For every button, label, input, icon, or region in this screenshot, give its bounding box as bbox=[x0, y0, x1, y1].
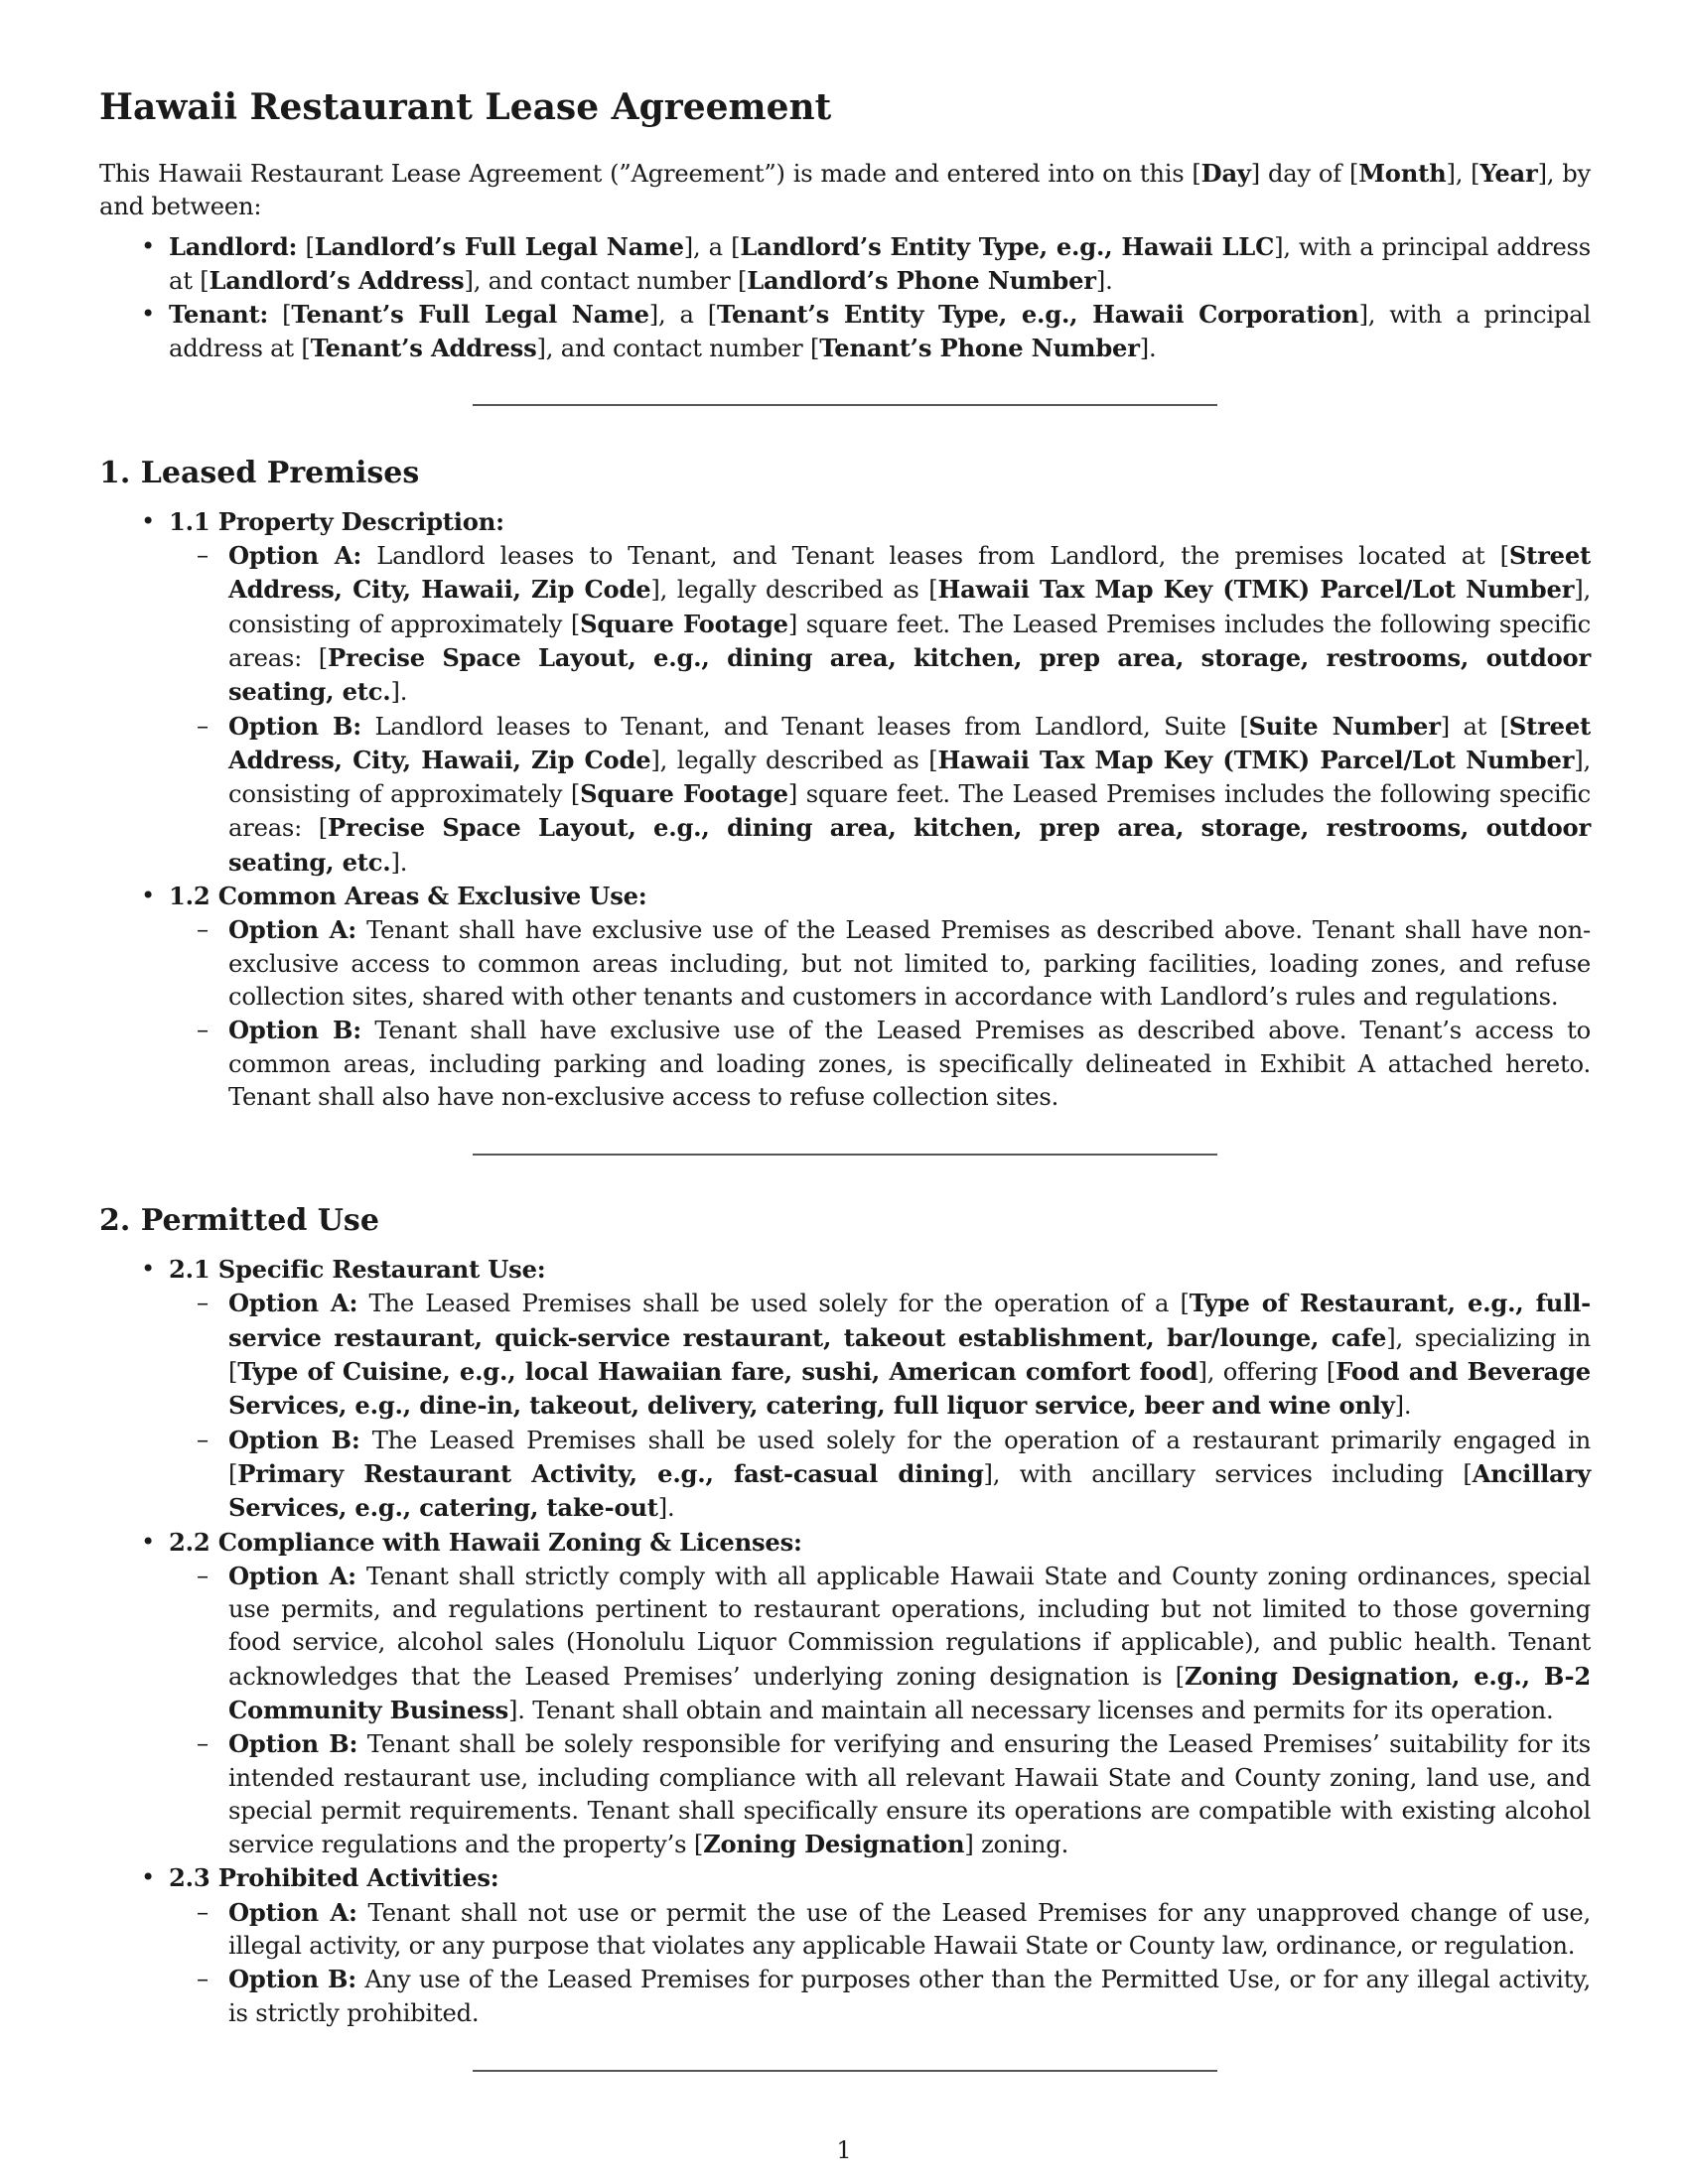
option-text: Tenant shall have exclusive use of the Leased Premises as described above. Tenant shall have non-exclusive access to common areas including, but not limited to, parking facilities, loading zones, and refuse collection sites, shared with other tenants and customers in accordance with Landlord’s rules and regulations. bbox=[228, 916, 1591, 1011]
option-text: Any use of the Leased Premises for purposes other than the Permitted Use, or for any illegal activity, is strictly prohibited. bbox=[228, 1966, 1591, 2027]
placeholder-field: Street Address, City, Hawaii, Zip Code bbox=[228, 541, 1591, 605]
section-divider bbox=[473, 2070, 1217, 2072]
option-text: ]. Tenant shall obtain and maintain all necessary licenses and permits for its operation. bbox=[508, 1696, 1554, 1724]
parties-list bbox=[99, 230, 1591, 366]
clause-label: 2.3 Prohibited Activities: bbox=[169, 1863, 499, 1893]
placeholder-field: Zoning Designation, e.g., B-2 Community Business bbox=[228, 1661, 1591, 1724]
landlord-entity-field: Landlord’s Entity Type, e.g., Hawaii LLC bbox=[740, 231, 1275, 261]
option-text: ]. bbox=[390, 678, 408, 707]
section-divider bbox=[473, 404, 1217, 406]
clause-label: 1.1 Property Description: bbox=[169, 506, 504, 536]
option-a bbox=[169, 1560, 1591, 1727]
landlord-name-field: Landlord’s Full Legal Name bbox=[314, 231, 684, 261]
placeholder-field: Square Footage bbox=[580, 779, 788, 809]
clause-label: 2.1 Specific Restaurant Use: bbox=[169, 1255, 546, 1285]
option-text: ], consisting of approximately [ bbox=[228, 576, 1591, 638]
party-text: ], with a principal address at [ bbox=[169, 301, 1591, 363]
option-label: Option A: bbox=[228, 1561, 356, 1590]
placeholder-field: Precise Space Layout, e.g., dining area, kitchen, prep area, storage, restrooms, outdoor seating, etc. bbox=[228, 642, 1592, 707]
landlord-phone-field: Landlord’s Phone Number bbox=[747, 265, 1096, 295]
tenant-phone-field: Tenant’s Phone Number bbox=[819, 334, 1140, 363]
option-b bbox=[169, 710, 1591, 880]
option-text: ] square feet. The Leased Premises includes the following specific areas: [ bbox=[228, 610, 1591, 672]
party-landlord bbox=[99, 230, 1591, 299]
option-text: ]. bbox=[1394, 1392, 1412, 1421]
tenant-address-field: Tenant’s Address bbox=[310, 334, 537, 363]
placeholder-field: Suite Number bbox=[1248, 711, 1441, 741]
option-a bbox=[169, 539, 1591, 709]
option-label: Option A: bbox=[228, 541, 362, 571]
clause-options bbox=[169, 1560, 1591, 1862]
party-text: ]. bbox=[1139, 335, 1157, 363]
clause-label: 1.2 Common Areas & Exclusive Use: bbox=[169, 882, 647, 911]
placeholder-field: Type of Restaurant, e.g., full-service restaurant, quick-service restaurant, takeout establishment, bar/lounge, cafe bbox=[228, 1289, 1591, 1352]
option-text: The Leased Premises shall be used solely for the operation of a [ bbox=[357, 1290, 1190, 1318]
option-label: Option B: bbox=[228, 1965, 356, 1994]
intro-text: ], [ bbox=[1446, 160, 1480, 188]
clause-2-2 bbox=[99, 1526, 1591, 1862]
party-text: ]. bbox=[1095, 266, 1113, 295]
party-text: ], with a principal address at [ bbox=[169, 232, 1591, 295]
option-label: Option A: bbox=[228, 1289, 358, 1318]
placeholder-field: Square Footage bbox=[580, 609, 788, 638]
placeholder-field: Type of Cuisine, e.g., local Hawaiian fare, sushi, American comfort food bbox=[237, 1357, 1198, 1387]
document-title: Hawaii Restaurant Lease Agreement bbox=[99, 86, 832, 128]
landlord-address-field: Landlord’s Address bbox=[209, 265, 465, 295]
option-text: Tenant shall strictly comply with all applicable Hawaii State and County zoning ordinances, special use permits, and regulations pertinent to restaurant operations, including but not limited to those governing food service, alcohol sales (Honolulu Liquor Commission regulations if applicable), and public health. Tenant acknowledges that the Leased Premises’ underlying zoning designation is [ bbox=[228, 1562, 1591, 1691]
option-text: The Leased Premises shall be used solely for the operation of a restaurant primarily engaged in [ bbox=[228, 1426, 1591, 1488]
placeholder-field: Street Address, City, Hawaii, Zip Code bbox=[228, 711, 1591, 774]
option-text: ]. bbox=[390, 848, 408, 877]
intro-month-field: Month bbox=[1358, 159, 1447, 188]
placeholder-field: Ancillary Services, e.g., catering, take-out bbox=[228, 1458, 1591, 1523]
placeholder-field: Zoning Designation bbox=[703, 1830, 965, 1859]
option-b bbox=[169, 1727, 1591, 1861]
clause-2-3 bbox=[99, 1861, 1591, 2029]
clause-options bbox=[169, 539, 1591, 880]
clause-options bbox=[169, 1287, 1591, 1525]
option-text: ], consisting of approximately [ bbox=[228, 746, 1591, 809]
page-number: 1 bbox=[836, 2136, 852, 2164]
option-label: Option A: bbox=[228, 1897, 357, 1927]
section2-list bbox=[99, 1253, 1591, 2030]
option-text: ], legally described as [ bbox=[650, 746, 938, 774]
option-label: Option B: bbox=[228, 711, 362, 741]
option-text: Tenant shall not use or permit the use of the Leased Premises for any unapproved change of use, illegal activity, or any purpose that violates any applicable Hawaii State or County law, ordinance, or regulation. bbox=[228, 1898, 1591, 1961]
option-text: Landlord leases to Tenant, and Tenant leases from Landlord, Suite [ bbox=[361, 712, 1249, 741]
option-a bbox=[169, 1896, 1591, 1964]
intro-paragraph bbox=[99, 157, 1591, 224]
party-text: ], and contact number [ bbox=[464, 266, 748, 295]
section-heading-leased-premises: 1. Leased Premises bbox=[99, 455, 420, 490]
clause-label: 2.2 Compliance with Hawaii Zoning & Licenses: bbox=[169, 1527, 802, 1557]
party-tenant bbox=[99, 298, 1591, 366]
option-text: ], specializing in [ bbox=[228, 1323, 1591, 1387]
option-text: ], with ancillary services including [ bbox=[983, 1459, 1473, 1488]
option-b bbox=[169, 1963, 1591, 2030]
party-text: ], and contact number [ bbox=[536, 335, 820, 363]
option-label: Option B: bbox=[228, 1729, 358, 1759]
clause-options bbox=[169, 913, 1591, 1114]
placeholder-field: Precise Space Layout, e.g., dining area, kitchen, prep area, storage, restrooms, outdoor seating, etc. bbox=[228, 813, 1592, 877]
party-text: [ bbox=[297, 232, 315, 261]
document-page bbox=[99, 85, 1591, 2072]
party-text: ], a [ bbox=[648, 301, 717, 330]
tenant-name-field: Tenant’s Full Legal Name bbox=[291, 300, 649, 330]
option-text: Tenant shall have exclusive use of the Leased Premises as described above. Tenant’s access to common areas, including parking and loading zones, is specifically delineated in Exhibit A attached hereto. Tenant shall also have non-exclusive access to refuse collection sites. bbox=[228, 1017, 1592, 1111]
option-b bbox=[169, 1014, 1591, 1114]
section1-list bbox=[99, 505, 1591, 1114]
option-text: ], legally described as [ bbox=[650, 576, 938, 605]
party-label: Tenant: bbox=[169, 300, 269, 330]
placeholder-field: Food and Beverage Services, e.g., dine-in, takeout, delivery, catering, full liquor service, beer and wine only bbox=[228, 1357, 1591, 1421]
option-text: Landlord leases to Tenant, and Tenant leases from Landlord, the premises located at [ bbox=[361, 542, 1509, 571]
intro-text: ], by and between: bbox=[99, 160, 1591, 221]
intro-year-field: Year bbox=[1479, 159, 1538, 188]
clause-1-1 bbox=[99, 505, 1591, 880]
clause-2-1 bbox=[99, 1253, 1591, 1525]
placeholder-field: Primary Restaurant Activity, e.g., fast-casual dining bbox=[237, 1458, 984, 1488]
option-a bbox=[169, 1287, 1591, 1423]
option-b bbox=[169, 1424, 1591, 1526]
tenant-entity-field: Tenant’s Entity Type, e.g., Hawaii Corporation bbox=[717, 300, 1359, 330]
option-text: ] at [ bbox=[1440, 712, 1509, 741]
intro-text: ] day of [ bbox=[1250, 160, 1359, 188]
placeholder-field: Hawaii Tax Map Key (TMK) Parcel/Lot Number bbox=[937, 575, 1575, 605]
section-divider bbox=[473, 1154, 1217, 1156]
option-text: ] zoning. bbox=[964, 1831, 1069, 1859]
option-label: Option A: bbox=[228, 915, 356, 945]
clause-options bbox=[169, 1896, 1591, 2030]
option-text: ] square feet. The Leased Premises includes the following specific areas: [ bbox=[228, 780, 1591, 843]
option-text: ], offering [ bbox=[1197, 1358, 1336, 1387]
intro-day-field: Day bbox=[1200, 159, 1251, 188]
option-label: Option B: bbox=[228, 1016, 361, 1045]
option-text: Tenant shall be solely responsible for verifying and ensuring the Leased Premises’ suitability for its intended restaurant use, including compliance with all relevant Hawaii State and County zoning, land use, and special permit requirements. Tenant shall specifically ensure its operations are compatible with existing alcohol service regulations and the property’s [ bbox=[228, 1730, 1591, 1859]
party-text: ], a [ bbox=[683, 232, 741, 261]
section-heading-permitted-use: 2. Permitted Use bbox=[99, 1203, 379, 1239]
party-text: [ bbox=[268, 301, 292, 330]
party-label: Landlord: bbox=[169, 231, 298, 261]
clause-1-2 bbox=[99, 880, 1591, 1114]
option-a bbox=[169, 913, 1591, 1014]
placeholder-field: Hawaii Tax Map Key (TMK) Parcel/Lot Number bbox=[937, 745, 1575, 774]
option-text: ]. bbox=[657, 1494, 675, 1523]
intro-text: This Hawaii Restaurant Lease Agreement (”Agreement”) is made and entered into on this [ bbox=[99, 160, 1201, 188]
option-label: Option B: bbox=[228, 1425, 360, 1454]
